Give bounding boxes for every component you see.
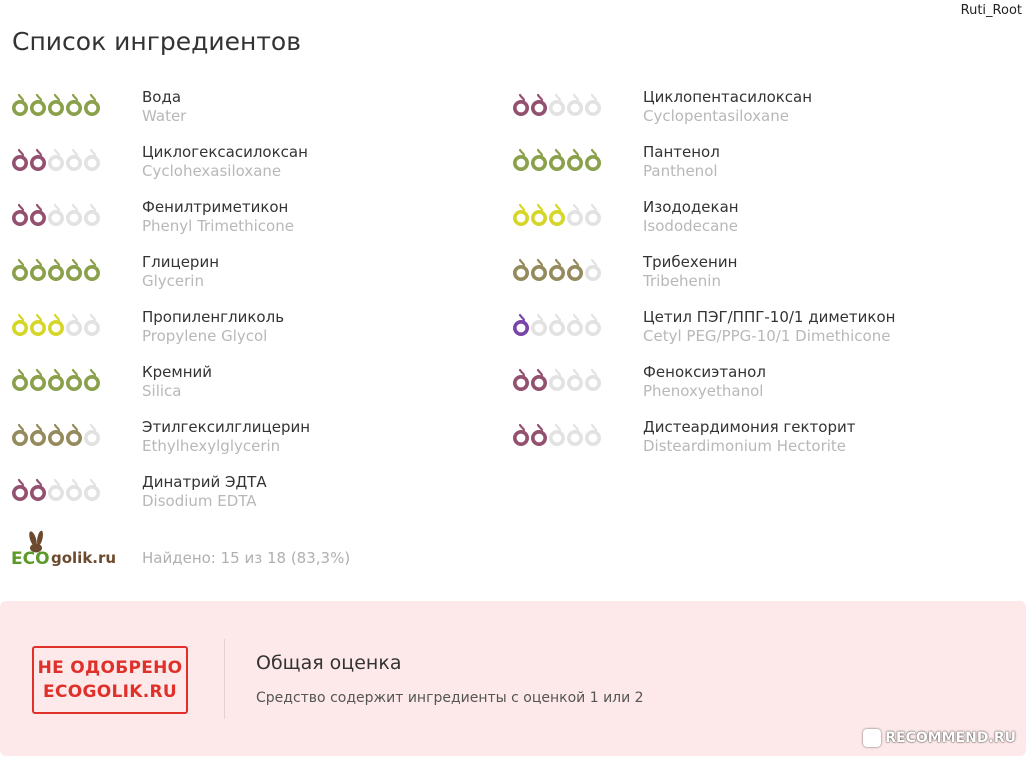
found-summary: Найдено: 15 из 18 (83,3%) <box>142 549 351 567</box>
ingredient-row[interactable] <box>11 253 511 308</box>
rating-filled-icon <box>11 258 29 282</box>
rating-filled-icon <box>47 258 65 282</box>
rating-filled-icon <box>566 148 584 172</box>
rating-empty-icon <box>47 478 65 502</box>
rating-filled-icon <box>29 478 47 502</box>
rating-filled-icon <box>11 368 29 392</box>
username[interactable]: Ruti_Root <box>960 3 1022 18</box>
ingredient-name-ru[interactable]: Динатрий ЭДТА <box>142 473 267 491</box>
ingredient-name-inci: Ethylhexylglycerin <box>142 437 281 455</box>
rating-empty-icon <box>530 313 548 337</box>
rating-filled-icon <box>512 93 530 117</box>
rating-1-of-5 <box>512 313 602 337</box>
rating-empty-icon <box>83 423 101 447</box>
ingredient-names <box>643 308 895 346</box>
rating-2-of-5 <box>11 148 101 172</box>
rating-filled-icon <box>530 368 548 392</box>
rating-empty-icon <box>83 313 101 337</box>
ingredient-names <box>643 88 812 126</box>
rating-empty-icon <box>83 478 101 502</box>
ingredient-row[interactable] <box>512 308 1012 363</box>
rating-empty-icon <box>566 313 584 337</box>
rating-filled-icon <box>11 93 29 117</box>
rating-filled-icon <box>29 313 47 337</box>
rating-empty-icon <box>65 148 83 172</box>
rating-empty-icon <box>584 313 602 337</box>
ingredient-row[interactable] <box>512 88 1012 143</box>
ingredient-names <box>142 418 310 456</box>
ingredient-names <box>643 418 855 456</box>
rating-2-of-5 <box>512 93 602 117</box>
ingredient-row[interactable] <box>512 143 1012 198</box>
rating-filled-icon <box>11 203 29 227</box>
ingredient-names <box>142 253 219 291</box>
rating-empty-icon <box>584 258 602 282</box>
ingredient-name-inci: Tribehenin <box>643 272 721 290</box>
rating-filled-icon <box>530 148 548 172</box>
verdict-text: Средство содержит ингредиенты с оценкой 1 или 2 <box>256 690 644 706</box>
rating-filled-icon <box>11 313 29 337</box>
ingredient-name-ru[interactable]: Циклогексасилоксан <box>142 143 308 161</box>
rating-filled-icon <box>530 203 548 227</box>
rating-4-of-5 <box>512 258 602 282</box>
ingredient-name-inci: Isododecane <box>643 217 739 235</box>
rating-empty-icon <box>83 203 101 227</box>
ingredient-names <box>142 143 308 181</box>
rating-empty-icon <box>47 203 65 227</box>
ingredient-name-inci: Phenoxyethanol <box>643 382 764 400</box>
rating-empty-icon <box>548 93 566 117</box>
rating-empty-icon <box>548 368 566 392</box>
ingredient-row[interactable] <box>11 88 511 143</box>
ingredient-row[interactable] <box>11 473 511 528</box>
rating-filled-icon <box>512 423 530 447</box>
ingredient-row[interactable] <box>11 143 511 198</box>
rating-2-of-5 <box>512 423 602 447</box>
not-approved-stamp <box>32 646 188 714</box>
rating-filled-icon <box>47 313 65 337</box>
rating-filled-icon <box>47 423 65 447</box>
ingredient-row[interactable] <box>512 363 1012 418</box>
rating-empty-icon <box>566 93 584 117</box>
rating-filled-icon <box>83 258 101 282</box>
ingredient-name-ru[interactable]: Пропиленгликоль <box>142 308 285 326</box>
ingredient-names <box>643 363 766 401</box>
rating-filled-icon <box>530 93 548 117</box>
recommend-watermark-text: RECOMMEND.RU <box>885 730 1016 746</box>
rating-filled-icon <box>548 258 566 282</box>
rating-filled-icon <box>29 368 47 392</box>
rating-5-of-5 <box>512 148 602 172</box>
rating-2-of-5 <box>11 478 101 502</box>
ingredient-name-inci: Propylene Glycol <box>142 327 268 345</box>
ingredient-name-ru[interactable]: Циклопентасилоксан <box>643 88 813 106</box>
rating-filled-icon <box>584 148 602 172</box>
rating-empty-icon <box>584 203 602 227</box>
rating-filled-icon <box>83 93 101 117</box>
rating-filled-icon <box>566 258 584 282</box>
ingredient-row[interactable] <box>11 363 511 418</box>
rating-filled-icon <box>65 423 83 447</box>
stamp-line-2: ECOGOLIK.RU <box>43 682 177 702</box>
ingredient-names <box>142 308 284 346</box>
rating-filled-icon <box>83 368 101 392</box>
ingredient-name-ru[interactable]: Вода <box>142 88 182 106</box>
ingredient-names <box>643 143 720 181</box>
ingredient-name-ru[interactable]: Феноксиэтанол <box>643 363 766 381</box>
verdict-title: Общая оценка <box>256 652 402 674</box>
ingredient-name-ru[interactable]: Этилгексилглицерин <box>142 418 311 436</box>
rating-3-of-5 <box>512 203 602 227</box>
rating-filled-icon <box>11 478 29 502</box>
rating-5-of-5 <box>11 368 101 392</box>
rating-empty-icon <box>65 478 83 502</box>
rating-filled-icon <box>512 203 530 227</box>
rating-5-of-5 <box>11 258 101 282</box>
rating-empty-icon <box>566 203 584 227</box>
ingredient-row[interactable] <box>512 253 1012 308</box>
ingredient-names <box>643 198 739 236</box>
rating-3-of-5 <box>11 313 101 337</box>
rating-empty-icon <box>65 313 83 337</box>
rating-filled-icon <box>512 148 530 172</box>
rating-filled-icon <box>548 203 566 227</box>
rating-empty-icon <box>47 148 65 172</box>
recommend-logo-icon <box>863 729 881 747</box>
rating-empty-icon <box>566 368 584 392</box>
ingredient-name-ru[interactable]: Глицерин <box>142 253 219 271</box>
ingredient-name-inci: Glycerin <box>142 272 204 290</box>
ingredient-name-ru[interactable]: Кремний <box>142 363 213 381</box>
rating-2-of-5 <box>11 203 101 227</box>
ingredient-names <box>142 198 294 236</box>
ingredient-name-ru[interactable]: Пантенол <box>643 143 720 161</box>
ingredient-name-inci: Panthenol <box>643 162 718 180</box>
ingredient-row[interactable] <box>11 418 511 473</box>
ingredient-name-inci: Disteardimonium Hectorite <box>643 437 847 455</box>
ingredient-list-right <box>512 88 1012 473</box>
page-title: Список ингредиентов <box>12 27 301 56</box>
stamp-line-1: НЕ ОДОБРЕНО <box>37 658 183 678</box>
ingredient-row[interactable] <box>11 308 511 363</box>
rating-filled-icon <box>530 423 548 447</box>
rating-filled-icon <box>47 93 65 117</box>
ingredient-row[interactable] <box>512 418 1012 473</box>
rating-filled-icon <box>11 423 29 447</box>
rating-filled-icon <box>29 423 47 447</box>
ingredient-list-left <box>11 88 511 528</box>
ingredient-names <box>142 363 212 401</box>
ecogolik-logo[interactable] <box>11 527 126 569</box>
rating-filled-icon <box>530 258 548 282</box>
ingredient-names <box>643 253 737 291</box>
rating-empty-icon <box>548 423 566 447</box>
rating-filled-icon <box>29 203 47 227</box>
ingredient-name-ru[interactable]: Дистеардимония гекторит <box>643 418 856 436</box>
recommend-watermark <box>863 729 1016 747</box>
rating-filled-icon <box>65 368 83 392</box>
rating-filled-icon <box>29 148 47 172</box>
ingredient-name-ru[interactable]: Цетил ПЭГ/ППГ-10/1 диметикон <box>643 308 896 326</box>
rating-empty-icon <box>548 313 566 337</box>
ingredient-name-ru[interactable]: Трибехенин <box>643 253 738 271</box>
rating-filled-icon <box>512 368 530 392</box>
rating-empty-icon <box>566 423 584 447</box>
ingredient-name-inci: Silica <box>142 382 182 400</box>
rating-empty-icon <box>584 368 602 392</box>
ingredient-name-inci: Disodium EDTA <box>142 492 257 510</box>
ingredient-name-ru[interactable]: Изододекан <box>643 198 739 216</box>
rating-filled-icon <box>11 148 29 172</box>
rating-4-of-5 <box>11 423 101 447</box>
rating-filled-icon <box>548 148 566 172</box>
rating-filled-icon <box>512 313 530 337</box>
ingredient-name-inci: Cyclopentasiloxane <box>643 107 789 125</box>
ingredient-name-ru[interactable]: Фенилтриметикон <box>142 198 289 216</box>
ingredient-row[interactable] <box>11 198 511 253</box>
svg-text:golik.ru: golik.ru <box>51 549 117 567</box>
verdict-divider <box>224 639 225 719</box>
ingredient-names <box>142 473 267 511</box>
rating-filled-icon <box>65 93 83 117</box>
ingredient-name-inci: Phenyl Trimethicone <box>142 217 294 235</box>
rating-filled-icon <box>512 258 530 282</box>
svg-text:ECO: ECO <box>11 549 50 569</box>
ingredient-name-inci: Cetyl PEG/PPG-10/1 Dimethicone <box>643 327 891 345</box>
rating-filled-icon <box>47 368 65 392</box>
rating-filled-icon <box>29 258 47 282</box>
ingredient-names <box>142 88 186 126</box>
rating-5-of-5 <box>11 93 101 117</box>
ingredient-name-inci: Cyclohexasiloxane <box>142 162 282 180</box>
rating-empty-icon <box>584 93 602 117</box>
rating-filled-icon <box>29 93 47 117</box>
ingredient-row[interactable] <box>512 198 1012 253</box>
rating-empty-icon <box>83 148 101 172</box>
rating-2-of-5 <box>512 368 602 392</box>
rating-empty-icon <box>65 203 83 227</box>
rating-filled-icon <box>65 258 83 282</box>
rabbit-logo-icon <box>11 527 126 569</box>
ingredient-name-inci: Water <box>142 107 187 125</box>
rating-empty-icon <box>584 423 602 447</box>
